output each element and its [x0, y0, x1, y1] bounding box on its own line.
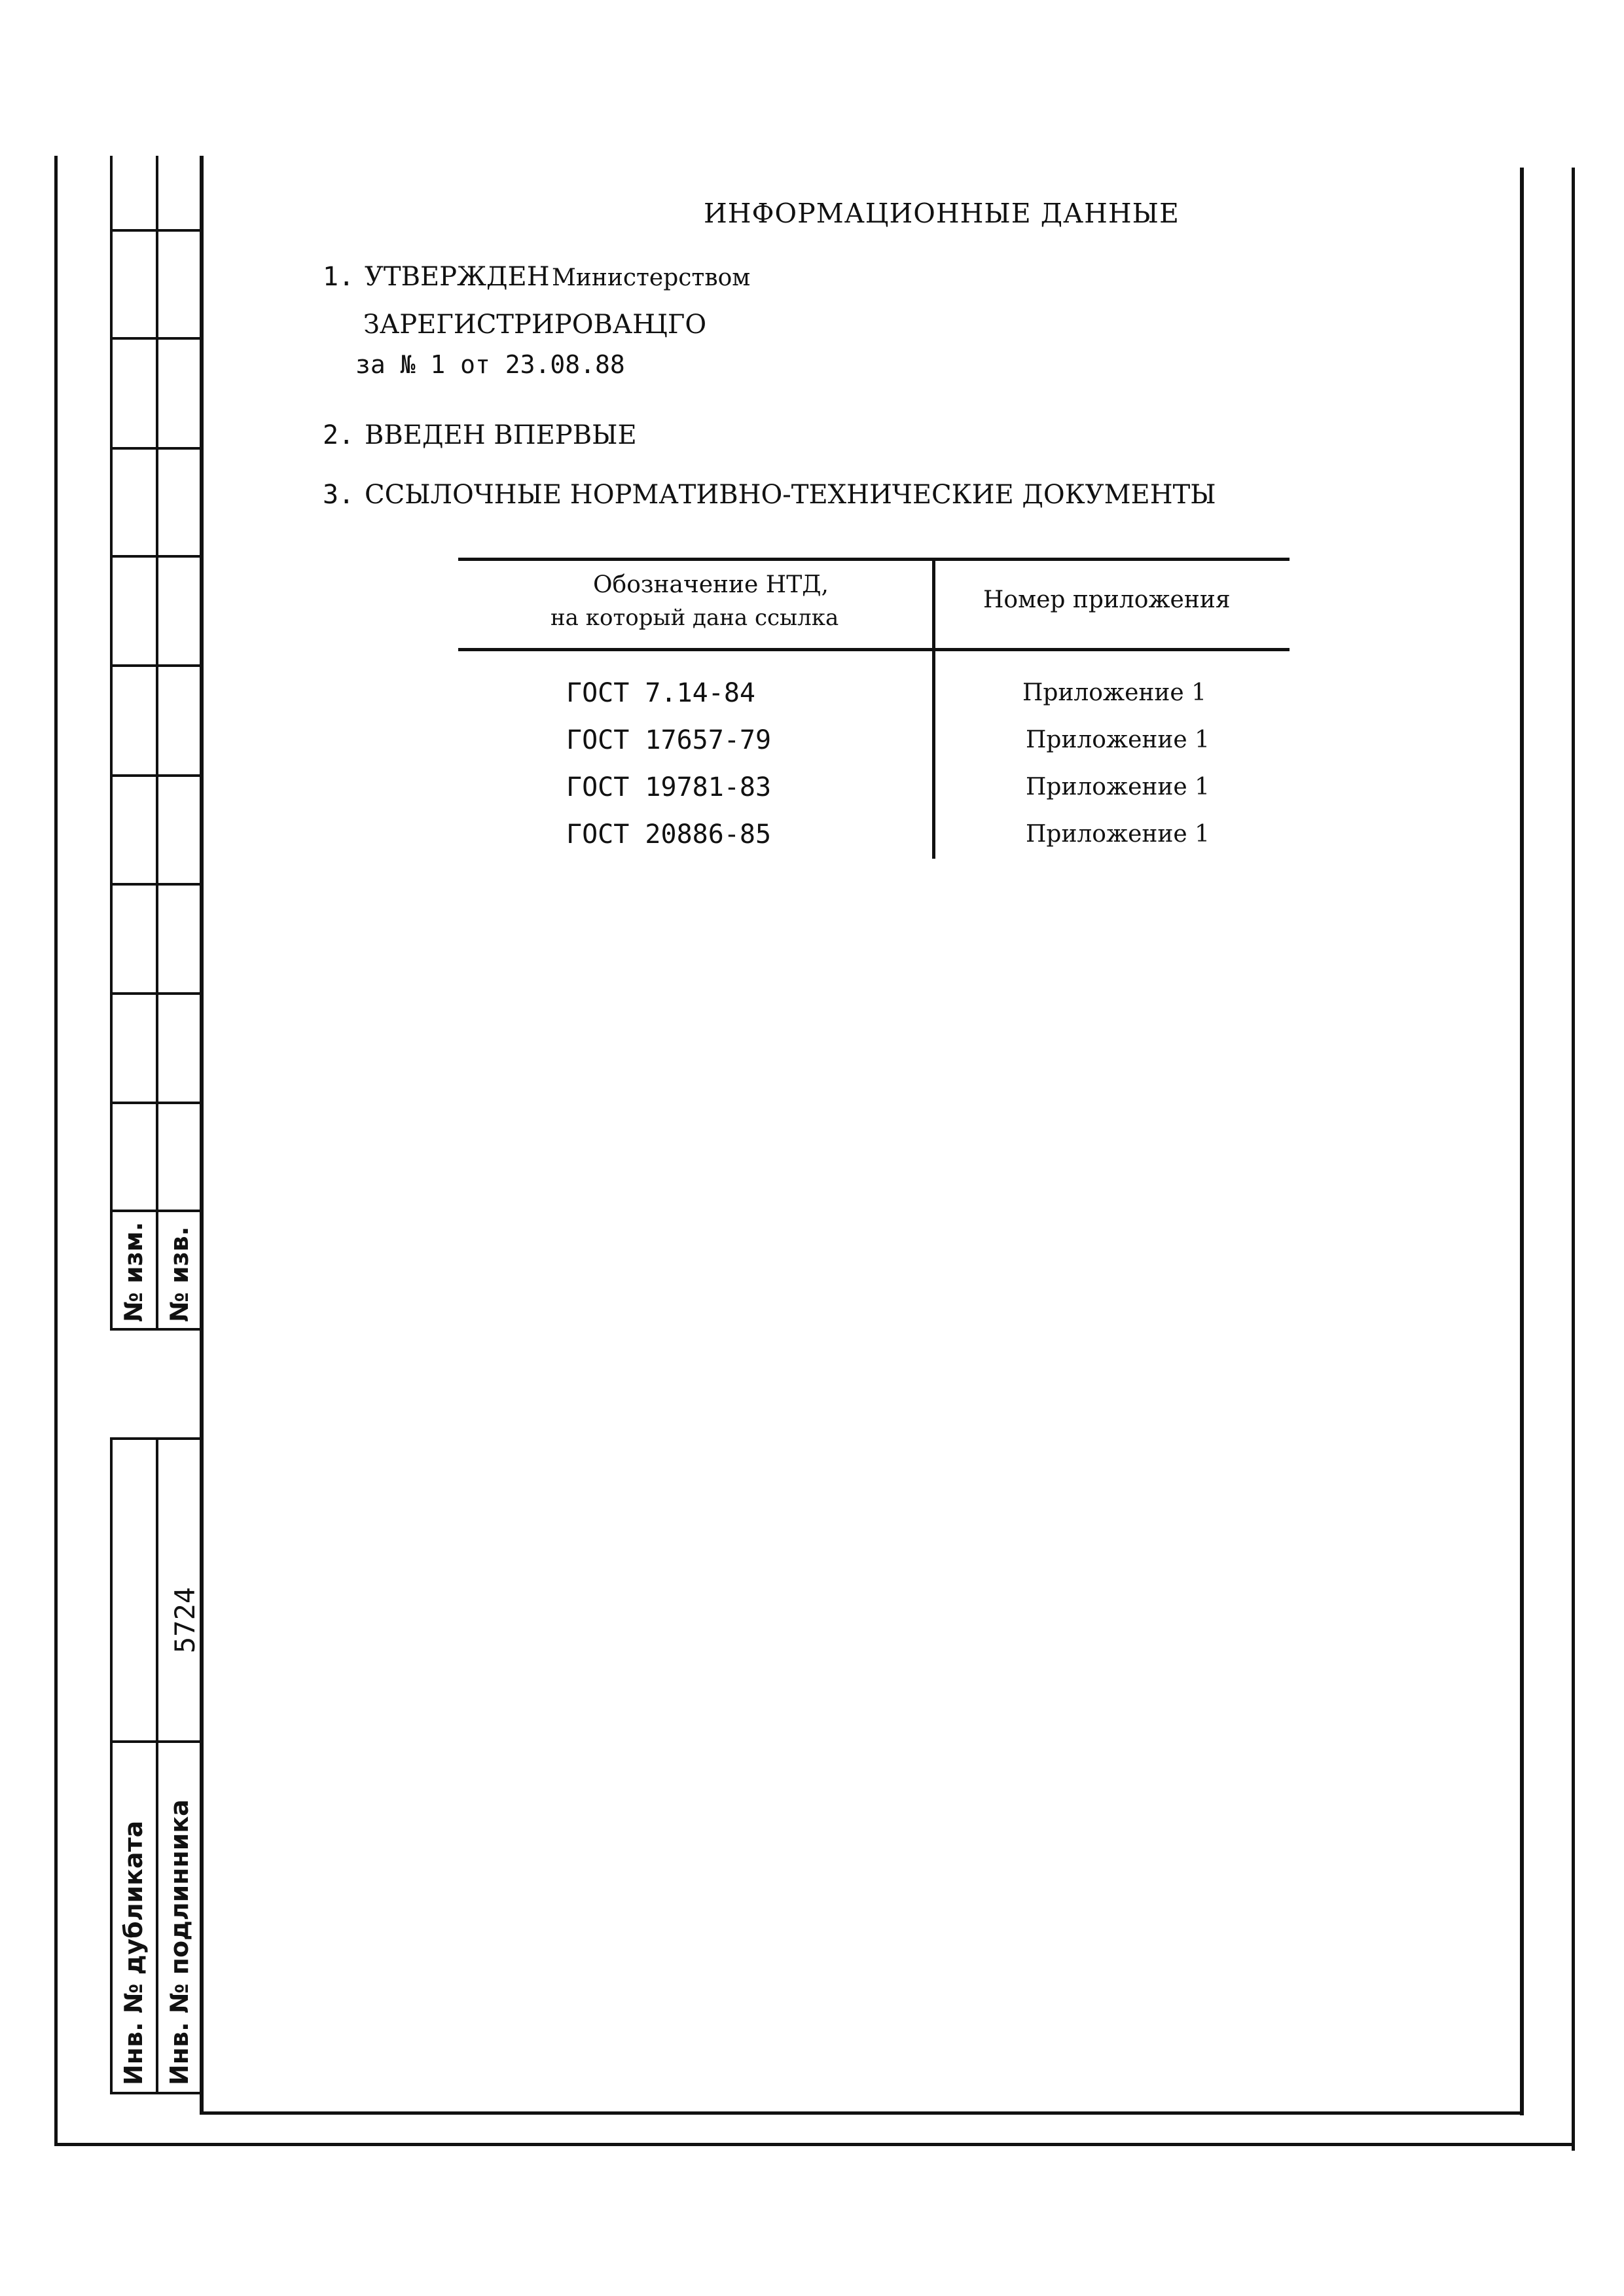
table-cell-appendix: Приложение 1: [1026, 726, 1210, 753]
item-number: 2.: [323, 420, 355, 450]
introduced-text: ВВЕДЕН ВПЕРВЫЕ: [365, 420, 637, 450]
stamp-row-line: [110, 1210, 202, 1212]
stamp-row-line: [110, 1102, 202, 1104]
stamp-row-line: [110, 555, 202, 558]
stamp-col-mid-low: [156, 1437, 158, 2094]
frame-right-inner: [1520, 168, 1524, 2115]
table-column-divider: [932, 558, 935, 859]
table-header-appendix: Номер приложения: [983, 586, 1231, 613]
stamp-row-line: [110, 1437, 202, 1440]
stamp-row-line: [110, 2092, 202, 2094]
page-title: ИНФОРМАЦИОННЫЕ ДАННЫЕ: [704, 198, 1180, 229]
frame-left-outer: [54, 156, 58, 2145]
stamp-row-line: [110, 992, 202, 995]
registered-value: ЦГО: [645, 310, 707, 340]
frame-right-outer: [1572, 168, 1575, 2151]
table-cell-designation: ГОСТ 7.14-84: [566, 678, 755, 708]
references-text: ССЫЛОЧНЫЕ НОРМАТИВНО-ТЕХНИЧЕСКИЕ ДОКУМЕНТЫ: [365, 480, 1216, 510]
table-cell-designation: ГОСТ 17657-79: [566, 725, 772, 755]
table-top-rule: [458, 558, 1290, 561]
registered-label: ЗАРЕГИСТРИРОВАН: [363, 310, 656, 340]
table-header-designation: Обозначение НТД,: [593, 571, 829, 598]
stamp-izm-label: № изм.: [119, 1221, 148, 1322]
stamp-dublikat-label: Инв. № дубликата: [119, 1820, 148, 2085]
stamp-izv-label: № изв.: [165, 1226, 194, 1322]
registration-number: за № 1 от 23.08.88: [355, 350, 625, 379]
stamp-row-line: [110, 1328, 202, 1331]
stamp-podlinnik-number: 5724: [169, 1587, 201, 1653]
stamp-row-line: [110, 337, 202, 340]
table-cell-appendix: Приложение 1: [1026, 821, 1210, 848]
stamp-row-line: [110, 447, 202, 450]
table-header-designation-sub: на который дана ссылка: [550, 605, 839, 631]
stamp-row-line: [110, 664, 202, 667]
stamp-row-line: [110, 1740, 202, 1743]
stamp-col-mid: [156, 156, 158, 1331]
table-cell-appendix: Приложение 1: [1022, 679, 1207, 706]
table-header-rule: [458, 648, 1290, 651]
approved-value: Министерством: [552, 264, 751, 291]
stamp-row-line: [110, 883, 202, 886]
approved-label: УТВЕРЖДЕН: [365, 262, 550, 292]
item-number: 1.: [323, 262, 355, 292]
stamp-row-line: [110, 229, 202, 232]
stamp-podlinnik-label: Инв. № подлинника: [165, 1799, 194, 2085]
table-cell-designation: ГОСТ 20886-85: [566, 819, 772, 850]
frame-bottom-inner: [200, 2111, 1524, 2115]
table-cell-designation: ГОСТ 19781-83: [566, 772, 772, 802]
item-number: 3.: [323, 480, 355, 510]
frame-bottom-outer: [54, 2143, 1575, 2146]
stamp-col-left-low: [110, 1437, 113, 2094]
stamp-row-line: [110, 774, 202, 777]
table-cell-appendix: Приложение 1: [1026, 774, 1210, 800]
stamp-col-left: [110, 156, 113, 1331]
